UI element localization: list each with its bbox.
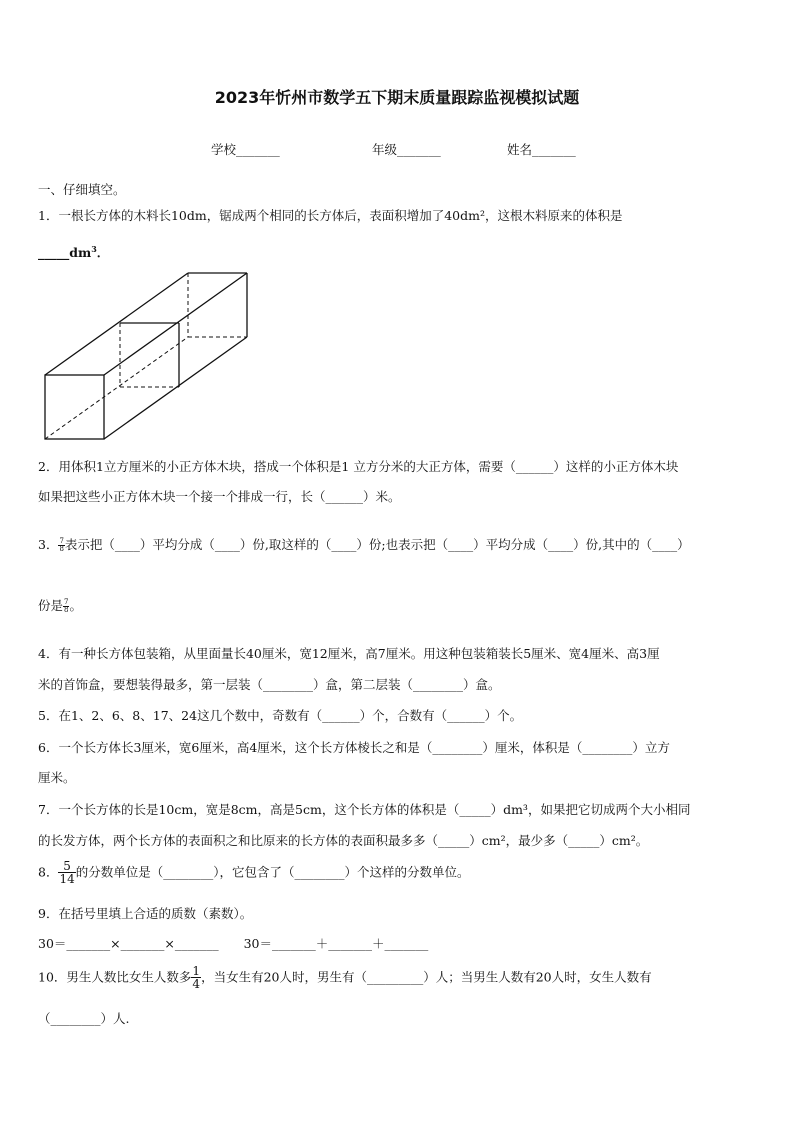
numerator: 7 — [59, 537, 64, 545]
denominator: 8 — [64, 606, 69, 614]
question-7-line-1: 7．一个长方体的长是10cm，宽是8cm，高是5cm，这个长方体的体积是（_____）dm³，如果把它切成两个大小相同 — [38, 802, 691, 817]
question-2-line-1: 2．用体积1立方厘米的小正方体木块，搭成一个体积是1 立方分米的大正方体，需要（______）这样的小正方体木块 — [38, 459, 679, 474]
section-heading: 一、仔细填空。 — [38, 182, 126, 197]
school-field: 学校_______ — [211, 142, 280, 157]
numerator: 5 — [58, 860, 75, 873]
line-end: ． — [96, 245, 110, 261]
question-10-line-2: （________）人. — [38, 1011, 130, 1026]
question-5: 5．在1、2、6、8、17、24这几个数中，奇数有（______）个，合数有（______）个。 — [38, 708, 523, 723]
hidden-bottom-left-edge — [45, 337, 188, 439]
question-7-line-2: 的长发方体，两个长方体的表面积之和比原来的长方体的表面积最多多（_____）cm²，最少多（_____）cm²。 — [38, 833, 649, 848]
question-4-line-1: 4．有一种长方体包装箱，从里面量长40厘米，宽12厘米，高7厘米。用这种包装箱装长5厘米、宽4厘米、高3厘 — [38, 646, 660, 661]
question-text: 的分数单位是（________），它包含了（________）个这样的分数单位。 — [75, 864, 470, 880]
question-8 — [38, 860, 470, 885]
name-field: 姓名_______ — [507, 142, 576, 157]
denominator: 8 — [59, 545, 64, 553]
question-10-line-1 — [38, 965, 652, 990]
grade-field: 年级_______ — [372, 142, 441, 157]
question-6-line-2: 厘米。 — [38, 770, 76, 785]
fraction-one-quarter — [191, 965, 201, 990]
denominator: 4 — [192, 977, 201, 991]
denominator: 14 — [59, 872, 75, 886]
question-number: 8． — [38, 864, 59, 880]
question-9-line-1: 9．在括号里填上合适的质数（素数）。 — [38, 906, 253, 921]
bottom-right-edge — [104, 337, 247, 439]
unit-exponent: 3 — [91, 244, 97, 254]
unit-label: dm — [69, 245, 92, 261]
question-1-line-1: 1．一根长方体的木料长10dm，锯成两个相同的长方体后，表面积增加了40dm²，这根木料原来的体积是 — [38, 208, 623, 223]
front-face — [45, 375, 104, 439]
question-6-line-1: 6．一个长方体长3厘米，宽6厘米，高4厘米，这个长方体棱长之和是（________）厘米，体积是（________）立方 — [38, 740, 670, 755]
question-2-line-2: 如果把这些小正方体木块一个接一个排成一行，长（______）米。 — [38, 489, 401, 504]
fraction-five-fourteenths — [58, 860, 75, 885]
question-text: ，当女生有20人时，男生有（_________）人；当男生人数有20人时，女生人数有 — [201, 969, 652, 985]
question-text: 表示把（____）平均分成（____）份,取这样的（____）份;也表示把（____）平均分成（____）份,其中的（____） — [64, 537, 690, 552]
answer-blank: _____ — [38, 245, 70, 261]
question-1-line-2 — [38, 241, 109, 261]
question-text: 份是 — [38, 598, 64, 613]
question-3-line-1 — [38, 537, 690, 553]
question-number: 3． — [38, 537, 59, 552]
numerator: 7 — [64, 598, 69, 606]
top-back-edge — [45, 273, 188, 375]
top-front-edge — [104, 273, 247, 375]
question-9-line-2: 30＝_______×_______×_______ 30＝_______＋_______＋_______ — [38, 936, 429, 951]
exam-title: 2023年忻州市数学五下期末质量跟踪监视模拟试题 — [214, 88, 580, 107]
numerator: 1 — [192, 964, 201, 978]
cuboid-figure — [40, 268, 255, 443]
question-4-line-2: 米的首饰盒，要想装得最多，第一层装（________）盒，第二层装（________）盒。 — [38, 677, 501, 692]
line-end: 。 — [69, 598, 82, 613]
question-text: 10．男生人数比女生人数多 — [38, 969, 192, 985]
question-3-line-2 — [38, 598, 82, 614]
